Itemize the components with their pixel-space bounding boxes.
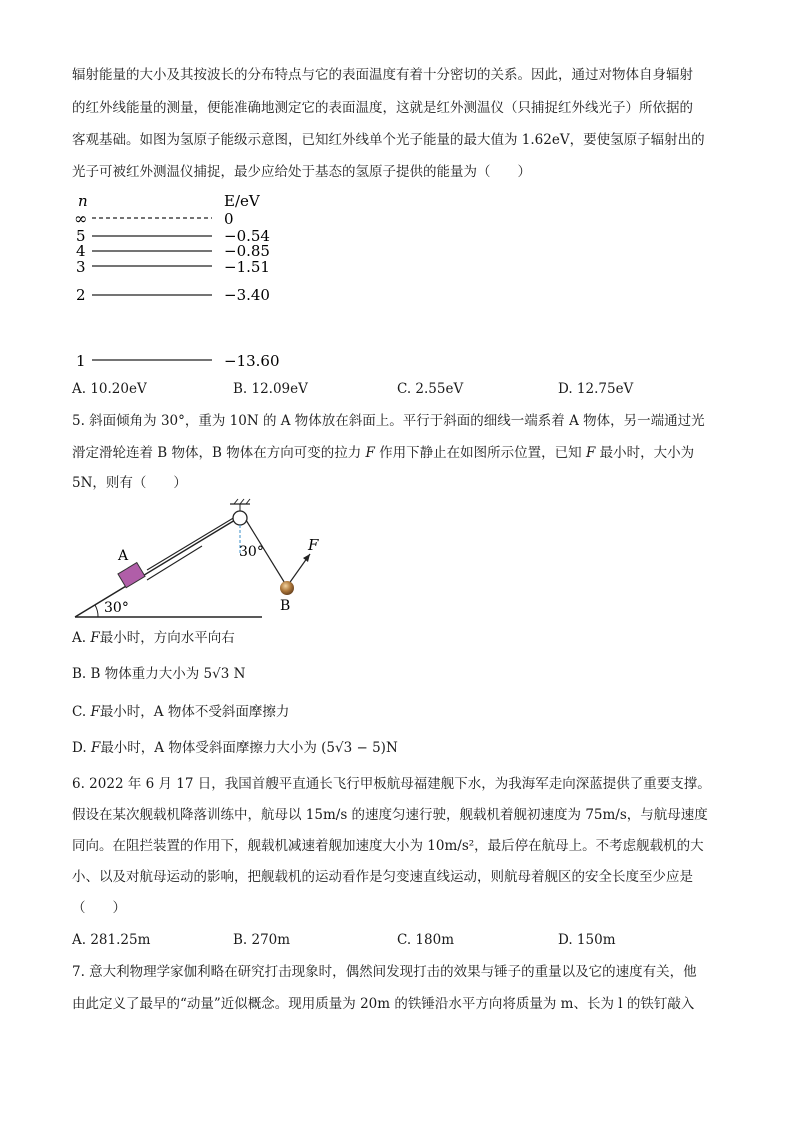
ball-b-label: B bbox=[280, 598, 291, 614]
level-e-inf: 0 bbox=[224, 210, 234, 228]
n-axis-label: n bbox=[78, 192, 88, 210]
rope-angle-label: 30° bbox=[239, 544, 264, 560]
q5-option-a-text: 最小时，方向水平向右 bbox=[99, 630, 235, 646]
force-symbol: F bbox=[90, 704, 100, 720]
q5-option-b-text: B. B 物体重力大小为 bbox=[72, 666, 204, 682]
level-n-inf: ∞ bbox=[74, 209, 88, 228]
level-n-1: 1 bbox=[76, 352, 86, 370]
q5-option-b-value: 5√3 N bbox=[203, 666, 246, 682]
q5-option-b bbox=[72, 665, 245, 683]
q6-option-a: A. 281.25m bbox=[72, 932, 151, 948]
q4-text-line-3: 客观基础。如图为氢原子能级示意图，已知红外线单个光子能量的最大值为 1.62eV，要使氢原子辐射出的 bbox=[72, 132, 705, 148]
q5-text-line-3: 5N，则有（ ） bbox=[72, 475, 187, 491]
q4-option-c: C. 2.55eV bbox=[397, 381, 464, 397]
q6-option-c: C. 180m bbox=[397, 932, 454, 948]
q4-option-b: B. 12.09eV bbox=[233, 381, 308, 397]
level-n-3: 3 bbox=[76, 258, 86, 276]
level-e-1: −13.60 bbox=[224, 352, 280, 370]
q5-option-d-value: (5√3 − 5)N bbox=[321, 740, 398, 756]
q5-line2-part2: 作用下静止在如图所示位置，已知 bbox=[374, 445, 586, 461]
level-e-3: −1.51 bbox=[224, 258, 270, 276]
level-n-4: 4 bbox=[76, 242, 86, 260]
incline-pulley-figure bbox=[70, 498, 340, 623]
level-e-5: −0.54 bbox=[224, 227, 270, 245]
hatch-3 bbox=[246, 499, 250, 504]
q5-option-d bbox=[72, 739, 398, 757]
ball-b bbox=[280, 581, 294, 595]
force-symbol: F bbox=[365, 445, 375, 461]
q6-option-d: D. 150m bbox=[558, 932, 616, 948]
q6-text-line-4: 小、以及对航母运动的影响，把舰载机的运动看作是匀变速直线运动，则航母着舰区的安全长度至少应是 bbox=[72, 869, 693, 885]
force-label: F bbox=[308, 536, 319, 554]
force-symbol: F bbox=[90, 630, 100, 646]
q5-line2-part3: 最小时，大小为 bbox=[595, 445, 695, 461]
q5-option-a-label: A. bbox=[72, 630, 91, 646]
block-a bbox=[118, 563, 145, 588]
q6-text-line-1: 6. 2022 年 6 月 17 日，我国首艘平直通长飞行甲板航母福建舰下水，为我海军走向深蓝提供了重要支撑。 bbox=[72, 776, 711, 792]
q5-option-d-text: 最小时，A 物体受斜面摩擦力大小为 bbox=[100, 740, 322, 756]
q5-line2-part1: 滑定滑轮连着 B 物体，B 物体在方向可变的拉力 bbox=[72, 445, 366, 461]
q4-text-line-1: 辐射能量的大小及其按波长的分布特点与它的表面温度有着十分密切的关系。因此，通过对物体自身辐射 bbox=[72, 67, 693, 83]
q6-text-line-3: 同向。在阻拦装置的作用下，舰载机减速着舰加速度大小为 10m/s²，最后停在航母上。不考虑舰载机的大 bbox=[72, 838, 704, 854]
q5-text-line-1: 5. 斜面倾角为 30°，重为 10N 的 A 物体放在斜面上。平行于斜面的细线一端系着 A 物体，另一端通过光 bbox=[72, 413, 705, 429]
slope-angle-arc bbox=[95, 605, 98, 617]
q5-option-c bbox=[72, 703, 289, 721]
incline-lower-rope bbox=[147, 546, 202, 580]
q4-option-a: A. 10.20eV bbox=[72, 381, 147, 397]
level-e-2: −3.40 bbox=[224, 286, 270, 304]
q6-option-b: B. 270m bbox=[233, 932, 291, 948]
force-symbol: F bbox=[585, 445, 596, 461]
energy-level-diagram bbox=[70, 190, 310, 372]
q7-text-line-2: 由此定义了最早的“动量”近似概念。现用质量为 20m 的铁锤沿水平方向将质量为 m、长为 l 的铁钉敲入 bbox=[72, 996, 695, 1012]
q6-text-line-2: 假设在某次舰载机降落训练中，航母以 15m/s 的速度匀速行驶，舰载机着舰初速度为 75m/s，与航母速度 bbox=[72, 807, 708, 823]
q5-option-d-label: D. bbox=[72, 740, 91, 756]
q7-text-line-1: 7. 意大利物理学家伽利略在研究打击现象时，偶然间发现打击的效果与锤子的重量以及它的速度有关，他 bbox=[72, 964, 697, 980]
hatch-1 bbox=[234, 499, 238, 504]
force-symbol: F bbox=[90, 740, 101, 756]
hatch-2 bbox=[240, 499, 244, 504]
q4-text-line-4: 光子可被红外测温仪捕捉，最少应给处于基态的氢原子提供的能量为（ ） bbox=[72, 164, 531, 180]
slope-angle-label: 30° bbox=[104, 600, 129, 616]
level-n-2: 2 bbox=[76, 286, 86, 304]
pulley-wheel bbox=[233, 511, 247, 525]
level-n-5: 5 bbox=[76, 227, 86, 245]
q5-option-a bbox=[72, 629, 235, 647]
level-e-4: −0.85 bbox=[224, 242, 270, 260]
q4-text-line-2: 的红外线能量的测量，便能准确地测定它的表面温度，这就是红外测温仪（只捕捉红外线光子）所依据的 bbox=[72, 100, 693, 116]
q6-text-line-5: （ ） bbox=[72, 900, 126, 916]
q4-option-d: D. 12.75eV bbox=[558, 381, 634, 397]
force-arrow-head bbox=[303, 554, 310, 562]
rope-incline bbox=[147, 514, 240, 570]
q5-text-line-2 bbox=[72, 444, 694, 462]
q5-option-c-text: 最小时，A 物体不受斜面摩擦力 bbox=[99, 704, 290, 720]
q5-option-c-label: C. bbox=[72, 704, 91, 720]
incline-surface bbox=[75, 517, 240, 617]
block-a-label: A bbox=[118, 548, 129, 564]
energy-axis-label: E/eV bbox=[224, 192, 260, 210]
